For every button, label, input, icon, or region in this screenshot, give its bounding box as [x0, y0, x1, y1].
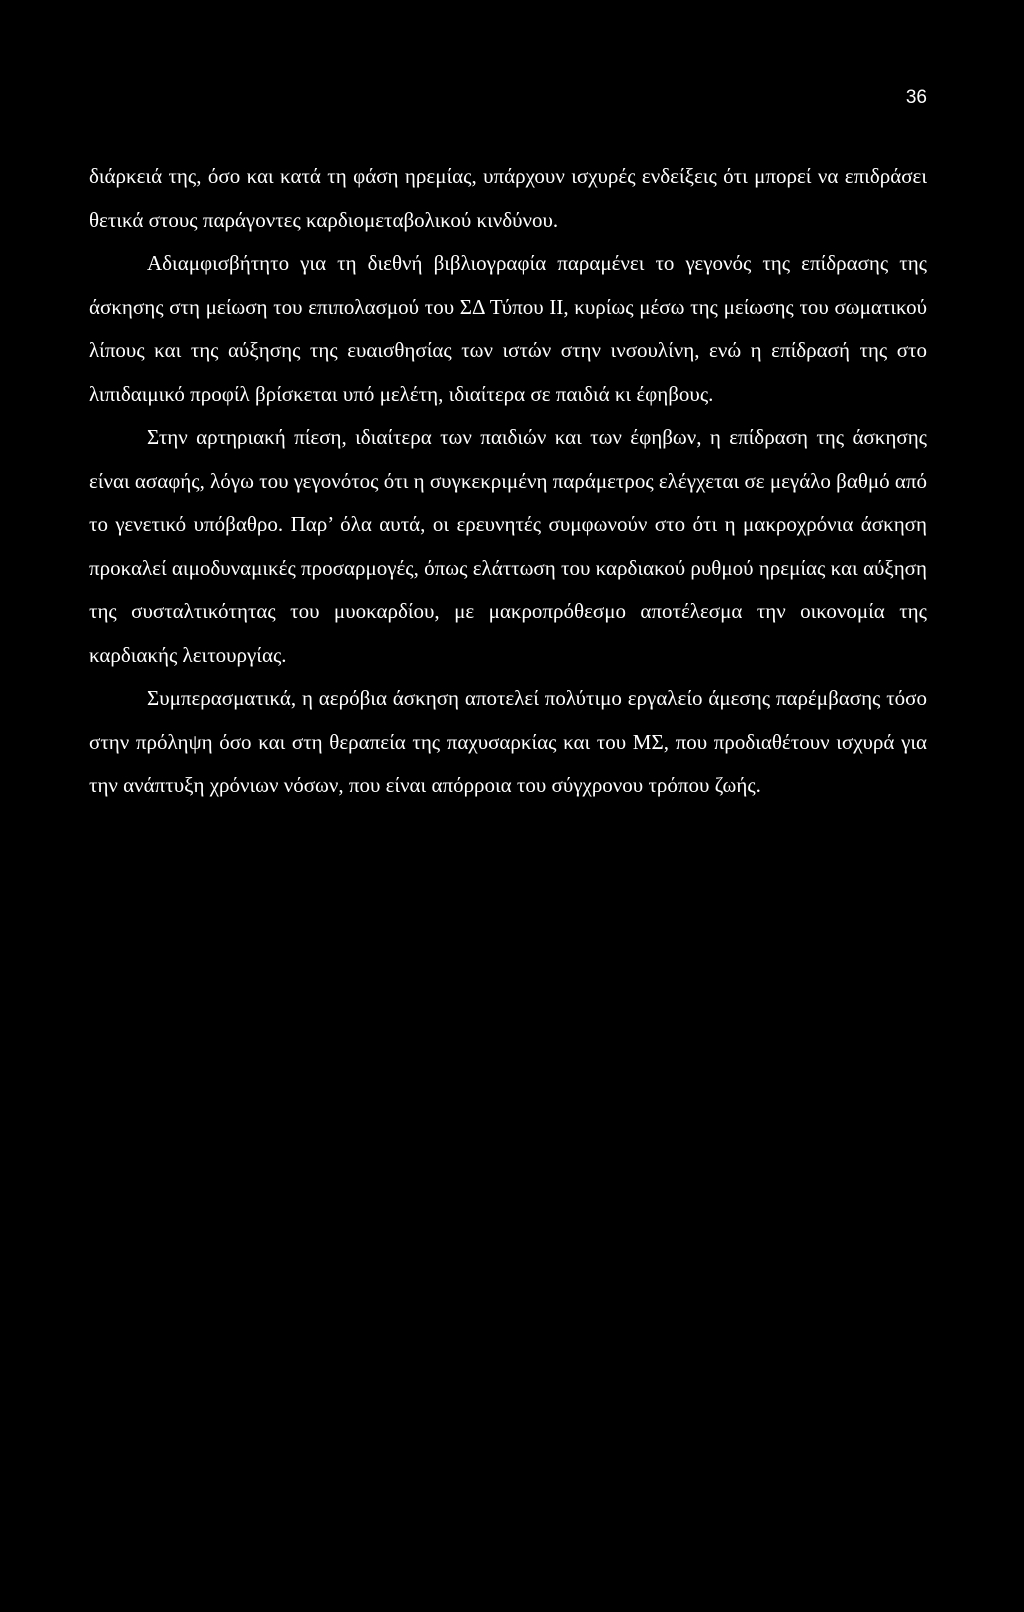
- paragraph-exercise-diabetes: Αδιαμφισβήτητο για τη διεθνή βιβλιογραφία παραμένει το γεγονός της επίδρασης της άσκησης στη μείωση του επιπολασμού του ΣΔ Τύπου II, κυρίως μέσω της μείωσης του σωματικού λίπους και της αύξησης της ευαισθησίας των ιστών στην ινσουλίνη, ενώ η επίδρασή της στο λιπιδαιμικό προφίλ βρίσκεται υπό μελέτη, ιδιαίτερα σε παιδιά κι έφηβους.: [89, 251, 927, 406]
- paragraph-conclusion: Συμπερασματικά, η αερόβια άσκηση αποτελεί πολύτιμο εργαλείο άμεσης παρέμβασης τόσο στην πρόληψη όσο και στη θεραπεία της παχυσαρκίας και του ΜΣ, που προδιαθέτουν ισχυρά για την ανάπτυξη χρόνιων νόσων, που είναι απόρροια του σύγχρονου τρόπου ζωής.: [89, 686, 927, 797]
- document-body: [89, 155, 927, 808]
- paragraph-continuation: διάρκειά της, όσο και κατά τη φάση ηρεμίας, υπάρχουν ισχυρές ενδείξεις ότι μπορεί να επιδράσει θετικά στους παράγοντες καρδιομεταβολικού κινδύνου.: [89, 164, 927, 232]
- page-number: 36: [905, 87, 927, 108]
- paragraph-blood-pressure: Στην αρτηριακή πίεση, ιδιαίτερα των παιδιών και των έφηβων, η επίδραση της άσκησης είναι ασαφής, λόγω του γεγονότος ότι η συγκεκριμένη παράμετρος ελέγχεται σε μεγάλο βαθμό από το γενετικό υπόβαθρο. Παρ’ όλα αυτά, οι ερευνητές συμφωνούν στο ότι η μακροχρόνια άσκηση προκαλεί αιμοδυναμικές προσαρμογές, όπως ελάττωση του καρδιακού ρυθμού ηρεμίας και αύξηση της συσταλτικότητας του μυοκαρδίου, με μακροπρόθεσμο αποτέλεσμα την οικονομία της καρδιακής λειτουργίας.: [89, 425, 928, 667]
